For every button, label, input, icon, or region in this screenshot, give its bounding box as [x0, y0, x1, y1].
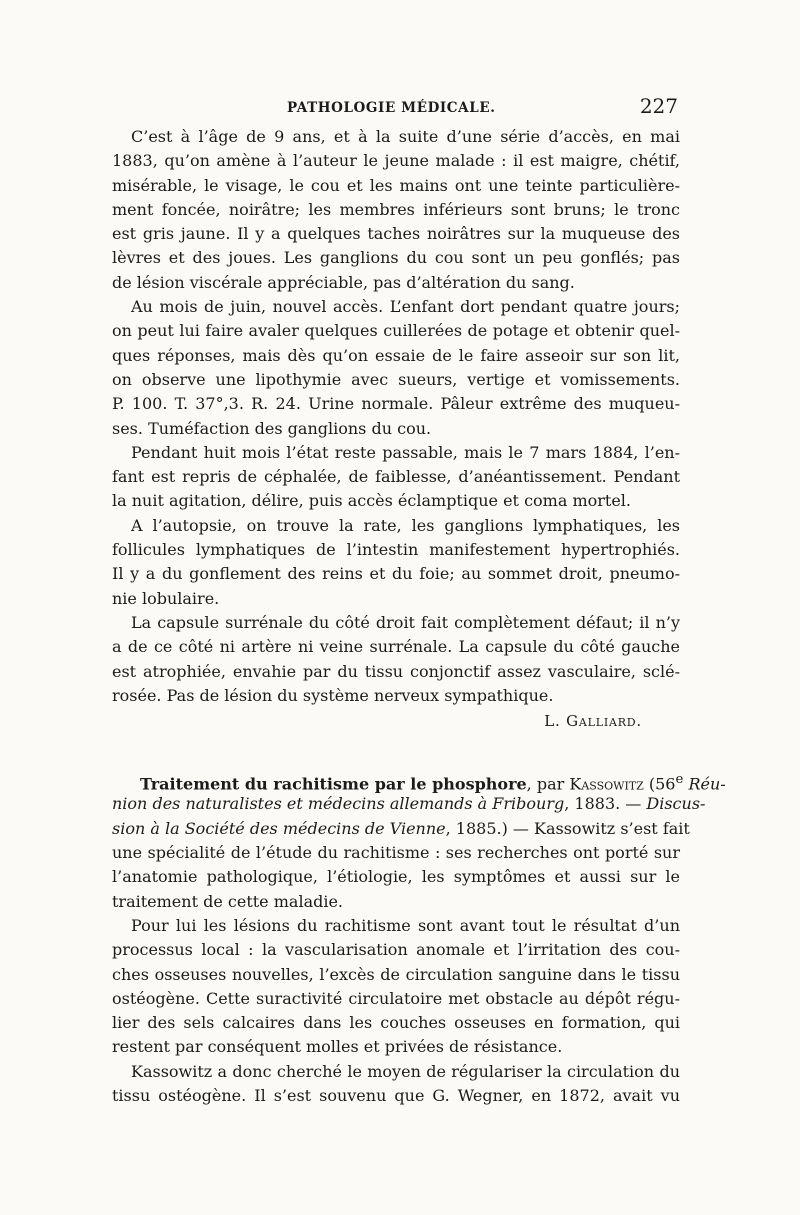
- case-report-paragraph-3: [112, 441, 680, 514]
- text-line: ses. Tuméfaction des ganglions du cou.: [112, 418, 432, 438]
- text-line: est gris jaune. Il y a quelques taches noirâtres sur la muqueuse des: [112, 224, 680, 244]
- case-report-paragraph-1: [112, 125, 680, 295]
- text-line: Au mois de juin, nouvel accès. L’enfant dort pendant quatre jours;: [131, 297, 680, 317]
- text-line: tissu ostéogène. Il s’est souvenu que G. Wegner, en 1872, avait vu: [112, 1085, 680, 1105]
- text-line: ment foncée, noirâtre; les membres inférieurs sont bruns; le tronc: [112, 199, 680, 219]
- case-report-paragraph-4: [112, 514, 680, 611]
- article-author: Kassowitz: [569, 774, 644, 794]
- text-line: l’anatomie pathologique, l’étiologie, les symptômes et aussi sur le: [112, 867, 680, 887]
- article-ref-italic: Discus-: [646, 794, 706, 814]
- text-line: traitement de cette maladie.: [112, 891, 344, 911]
- text-line: Kassowitz a donc cherché le moyen de régulariser la circulation du: [131, 1061, 680, 1081]
- text-line: ches osseuses nouvelles, l’excès de circulation sanguine dans le tissu: [112, 964, 680, 984]
- article-reference-line: [112, 817, 690, 841]
- case-report-paragraph-2: [112, 295, 680, 441]
- article-paragraph-2: [112, 914, 680, 1060]
- text-line: lier des sels calcaires dans les couches osseuses en formation, qui: [112, 1013, 680, 1033]
- text-line: une spécialité de l’étude du rachitisme : ses recherches ont porté sur: [112, 843, 680, 863]
- article-ref-sup: e: [675, 772, 684, 788]
- text-line: fant est repris de céphalée, de faiblesse, d’anéantissement. Pendant: [112, 467, 680, 487]
- text-line: 1883, qu’on amène à l’auteur le jeune malade : il est maigre, chétif,: [112, 151, 680, 171]
- article-ref-open: (56: [643, 774, 676, 794]
- text-line: P. 100. T. 37°,3. R. 24. Urine normale. Pâleur extrême des muqueu-: [112, 394, 680, 414]
- article-ref-year: , 1883. —: [564, 794, 647, 814]
- text-line: La capsule surrénale du côté droit fait complètement défaut; il n’y: [131, 612, 680, 632]
- text-line: est atrophiée, envahie par du tissu conjonctif assez vasculaire, sclé-: [112, 661, 680, 681]
- text-line: Pour lui les lésions du rachitisme sont avant tout le résultat d’un: [131, 915, 680, 935]
- article-ref-rest: , 1885.) — Kassowitz s’est fait: [445, 818, 690, 838]
- running-title: PATHOLOGIE MÉDICALE.: [287, 100, 496, 116]
- text-line: rosée. Pas de lésion du système nerveux sympathique.: [112, 685, 554, 705]
- section-gap: [112, 734, 680, 768]
- text-line: Il y a du gonflement des reins et du foie; au sommet droit, pneumo-: [112, 564, 680, 584]
- text-line: Pendant huit mois l’état reste passable, mais le 7 mars 1884, l’en-: [131, 442, 680, 462]
- page-body: [112, 125, 726, 1108]
- article-by: , par: [526, 774, 570, 794]
- text-line: on peut lui faire avaler quelques cuillerées de potage et obtenir quel-: [112, 321, 680, 341]
- text-line: a de ce côté ni artère ni veine surrénale. La capsule du côté gauche: [112, 637, 680, 657]
- case-report-paragraph-5: [112, 611, 680, 708]
- text-line: nie lobulaire.: [112, 588, 220, 608]
- running-head: [112, 96, 678, 122]
- text-line: la nuit agitation, délire, puis accès éclamptique et coma mortel.: [112, 491, 632, 511]
- article-paragraph-3: [112, 1060, 680, 1109]
- text-line: follicules lymphatiques de l’intestin manifestement hypertrophiés.: [112, 540, 680, 560]
- author-signature: L. Galliard.: [544, 712, 642, 731]
- article-title: Traitement du rachitisme par le phosphore: [140, 774, 527, 794]
- text-line: de lésion viscérale appréciable, pas d’altération du sang.: [112, 272, 575, 292]
- text-line: on observe une lipothymie avec sueurs, vertige et vomissements.: [112, 369, 680, 389]
- text-line: ques réponses, mais dès qu’on essaie de le faire asseoir sur son lit,: [112, 345, 680, 365]
- text-line: C’est à l’âge de 9 ans, et à la suite d’une série d’accès, en mai: [131, 127, 680, 146]
- article-ref-italic: nion des naturalistes et médecins allemands à Fribourg: [112, 794, 565, 814]
- article-heading-line: [112, 768, 726, 794]
- text-line: misérable, le visage, le cou et les mains ont une teinte particulière-: [112, 175, 680, 195]
- text-line: restent par conséquent molles et privées de résistance.: [112, 1037, 563, 1057]
- article-first-paragraph: [112, 768, 726, 914]
- page-number: 227: [639, 94, 678, 118]
- article-ref-italic: Réu-: [683, 774, 726, 794]
- article-ref-italic: sion à la Société des médecins de Vienne: [112, 818, 446, 838]
- text-line: processus local : la vascularisation anomale et l’irritation des cou-: [112, 940, 680, 960]
- article-reference-line: [112, 792, 706, 816]
- text-line: ostéogène. Cette suractivité circulatoire met obstacle au dépôt régu-: [112, 988, 680, 1008]
- text-line: A l’autopsie, on trouve la rate, les ganglions lymphatiques, les: [131, 515, 680, 535]
- text-line: lèvres et des joues. Les ganglions du cou sont un peu gonflés; pas: [112, 248, 680, 268]
